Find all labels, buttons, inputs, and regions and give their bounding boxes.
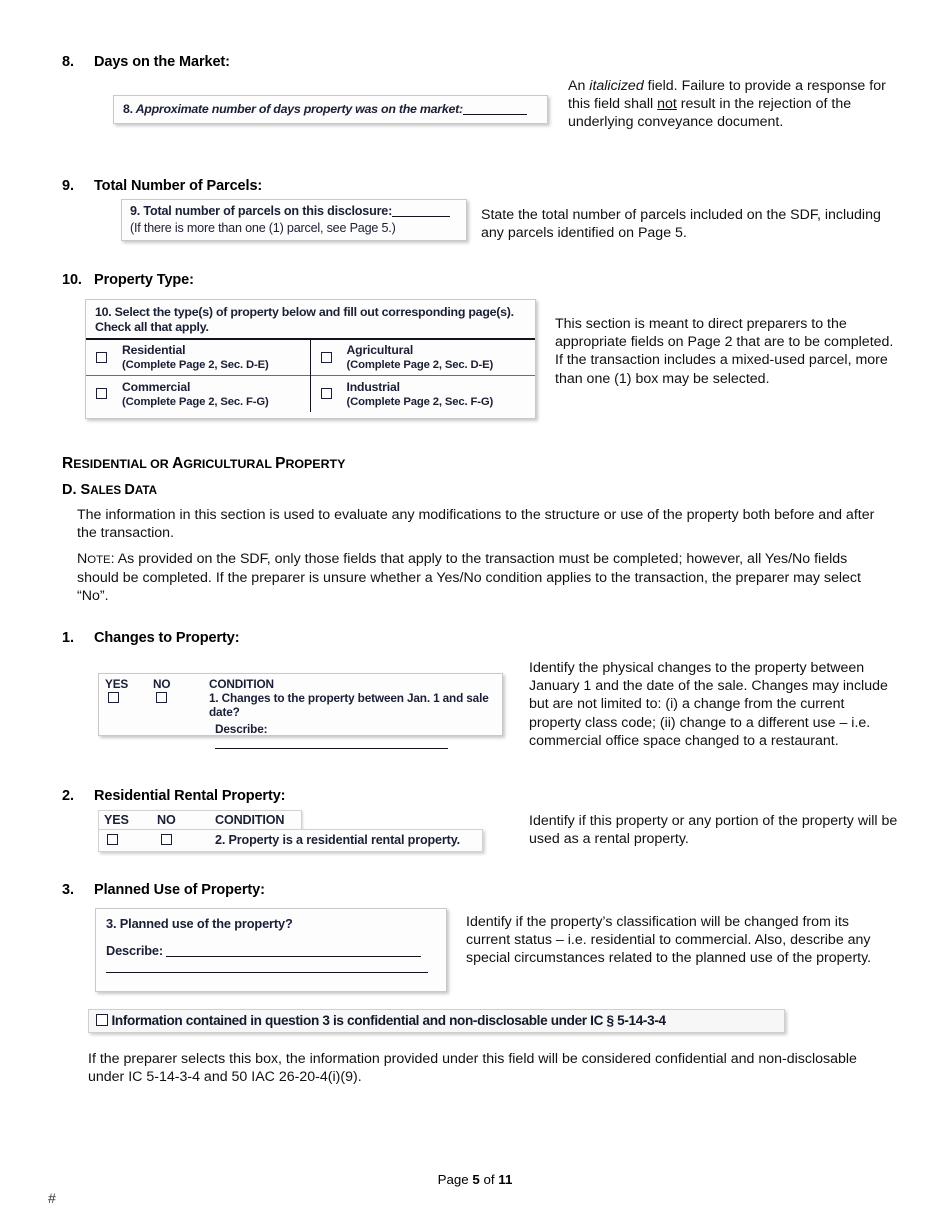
question-10-instructions-line1: 10. Select the type(s) of property below and fill out corresponding page(s). xyxy=(95,305,514,319)
footer-prefix: Page xyxy=(437,1172,473,1187)
d2-col-condition: CONDITION xyxy=(215,813,285,827)
d2-table-row xyxy=(98,829,483,852)
question-10-heading xyxy=(62,272,194,288)
question-9-blank-line[interactable] xyxy=(392,216,450,217)
question-10-instructions-line2: Check all that apply. xyxy=(95,319,209,334)
section-note-text: As provided on the SDF, only those fields that apply to the transaction must be completed; however, all Yes/No fields should be completed. If the preparer is unsure whether a Yes/No condition applies to the transaction, the preparer may select “No”. xyxy=(77,551,861,605)
d1-col-condition: CONDITION xyxy=(209,677,274,691)
d1-yes-checkbox[interactable] xyxy=(99,691,153,705)
question-8-field-label: Approximate number of days property was on the market: xyxy=(135,102,463,116)
subsection-title: D. SALES DATA xyxy=(62,482,157,498)
residential-sublabel: (Complete Page 2, Sec. D-E) xyxy=(122,359,269,371)
d2-title: Residential Rental Property: xyxy=(94,788,286,804)
residential-label: Residential xyxy=(122,343,186,357)
question-10-explanation: This section is meant to direct preparers to the appropriate fields on Page 2 that are to be completed. If the transaction includes a mixed-used parcel, more than one (1) box may be selected. xyxy=(555,316,894,387)
confidential-label: Information contained in question 3 is confidential and non-disclosable under IC § 5-14-3-4 xyxy=(111,1013,666,1028)
explanation-text-part: field. Failure to provide a response for this field shall xyxy=(568,78,886,113)
d1-col-no: NO xyxy=(153,677,171,691)
question-9-field-line1: 9. Total number of parcels on this disclosure: xyxy=(130,204,393,218)
subsection-letter: D. xyxy=(62,482,77,498)
d2-table-header xyxy=(98,810,302,830)
industrial-checkbox[interactable] xyxy=(317,385,347,403)
d1-number: 1. xyxy=(62,630,74,646)
d3-title: Planned Use of Property: xyxy=(94,882,265,898)
property-type-option-industrial[interactable] xyxy=(311,376,536,412)
confidential-checkbox[interactable] xyxy=(96,1014,108,1026)
question-10-form-field xyxy=(85,299,536,419)
d3-describe-line-1[interactable] xyxy=(166,956,421,957)
d1-table-header xyxy=(99,674,502,691)
footer-middle: of xyxy=(479,1172,499,1187)
explanation-italic-word: italicized xyxy=(589,78,644,94)
footer-total-pages: 11 xyxy=(498,1172,513,1187)
property-type-column-right xyxy=(311,340,536,412)
industrial-label: Industrial xyxy=(346,379,400,394)
agricultural-checkbox[interactable] xyxy=(317,349,347,367)
residential-checkbox[interactable] xyxy=(92,349,122,367)
question-10-title: Property Type: xyxy=(94,272,194,288)
d1-heading xyxy=(62,630,239,646)
d1-col-yes: YES xyxy=(105,677,129,691)
question-9-form-field xyxy=(121,199,467,241)
explanation-text-part: result in the rejection of the underlying conveyance document. xyxy=(568,96,852,131)
d1-describe-row xyxy=(99,719,502,750)
footer-current-page: 5 xyxy=(472,1172,480,1187)
question-8-field-number: 8. xyxy=(123,102,133,116)
commercial-label: Commercial xyxy=(122,379,191,394)
d3-heading xyxy=(62,882,265,898)
explanation-underlined-word: not xyxy=(657,96,677,113)
d2-condition-text: 2. Property is a residential rental property. xyxy=(215,833,460,847)
d2-yes-no-table xyxy=(98,810,483,852)
d1-explanation: Identify the physical changes to the property between January 1 and the date of the sale. Changes may include but are not limited to: (i) a change from the current property class code; (ii) change to a different use – i.e. commercial office space changed to a restaurant. xyxy=(529,660,888,749)
d1-condition-text: 1. Changes to the property between Jan. 1 and sale date? xyxy=(209,691,489,719)
question-10-instructions xyxy=(86,300,535,338)
d3-question-text: 3. Planned use of the property? xyxy=(106,916,293,931)
d1-yes-no-table xyxy=(98,673,503,736)
section-note-paragraph: NOTE: As provided on the SDF, only those fields that apply to the transaction must be completed; however, all Yes/No fields should be completed. If the preparer is unsure whether a Yes/No condition applies to the transaction, the preparer may select “No”. xyxy=(77,551,861,605)
question-8-heading xyxy=(62,54,230,70)
property-type-grid xyxy=(86,338,535,412)
question-8-blank-line[interactable] xyxy=(463,114,527,115)
question-9-title: Total Number of Parcels: xyxy=(94,178,263,194)
question-9-field-line2: (If there is more than one (1) parcel, see Page 5.) xyxy=(130,221,396,235)
d2-col-yes: YES xyxy=(104,813,129,827)
industrial-sublabel: (Complete Page 2, Sec. F-G) xyxy=(346,395,494,408)
question-10-number: 10. xyxy=(62,272,82,288)
confidential-note: If the preparer selects this box, the information provided under this field will be considered confidential and non-disclosable under IC 5-14-3-4 and 50 IAC 26-20-4(i)(9). xyxy=(88,1051,857,1086)
section-title: RESIDENTIAL OR AGRICULTURAL PROPERTY xyxy=(62,455,346,472)
d3-number: 3. xyxy=(62,882,74,898)
agricultural-label: Agricultural xyxy=(346,343,414,357)
d1-table-row xyxy=(99,691,502,719)
question-8-explanation xyxy=(568,77,888,132)
d2-yes-checkbox[interactable] xyxy=(99,833,157,847)
d1-describe-line[interactable] xyxy=(215,748,448,749)
section-intro-paragraph: The information in this section is used to evaluate any modifications to the structure or use of the property both before and after the transaction. xyxy=(77,507,875,542)
question-8-title: Days on the Market: xyxy=(94,54,230,70)
question-8-form-field xyxy=(113,95,548,124)
hash-mark: # xyxy=(48,1190,56,1206)
property-type-column-left xyxy=(86,340,311,412)
d2-explanation: Identify if this property or any portion of the property will be used as a rental property. xyxy=(529,813,898,848)
property-type-option-residential[interactable] xyxy=(86,340,310,376)
d1-no-checkbox[interactable] xyxy=(153,691,209,705)
agricultural-sublabel: (Complete Page 2, Sec. D-E) xyxy=(346,359,494,371)
d2-no-checkbox[interactable] xyxy=(157,833,215,847)
d3-explanation: Identify if the property’s classification will be changed from its current status – i.e. residential to commercial. Also, describe any special circumstances related to the planned use of the property. xyxy=(466,914,872,967)
question-9-number: 9. xyxy=(62,178,74,194)
d3-form-field xyxy=(95,908,447,992)
explanation-text-part: An xyxy=(568,78,590,94)
question-9-explanation: State the total number of parcels included on the SDF, including any parcels identified on Page 5. xyxy=(481,207,881,242)
page-footer xyxy=(0,1172,950,1187)
d3-describe-line-2[interactable] xyxy=(106,972,428,973)
d1-title: Changes to Property: xyxy=(94,630,240,646)
d1-describe-label: Describe: xyxy=(215,722,268,736)
d2-heading xyxy=(62,788,285,804)
question-8-number: 8. xyxy=(62,54,74,70)
d2-col-no: NO xyxy=(157,813,176,827)
question-9-heading xyxy=(62,178,262,194)
d3-describe-label: Describe: xyxy=(106,943,163,958)
confidential-checkbox-field[interactable] xyxy=(88,1009,785,1033)
commercial-sublabel: (Complete Page 2, Sec. F-G) xyxy=(122,395,269,408)
commercial-checkbox[interactable] xyxy=(92,385,122,403)
property-type-option-agricultural[interactable] xyxy=(311,340,536,376)
d2-number: 2. xyxy=(62,788,74,804)
property-type-option-commercial[interactable] xyxy=(86,376,310,412)
